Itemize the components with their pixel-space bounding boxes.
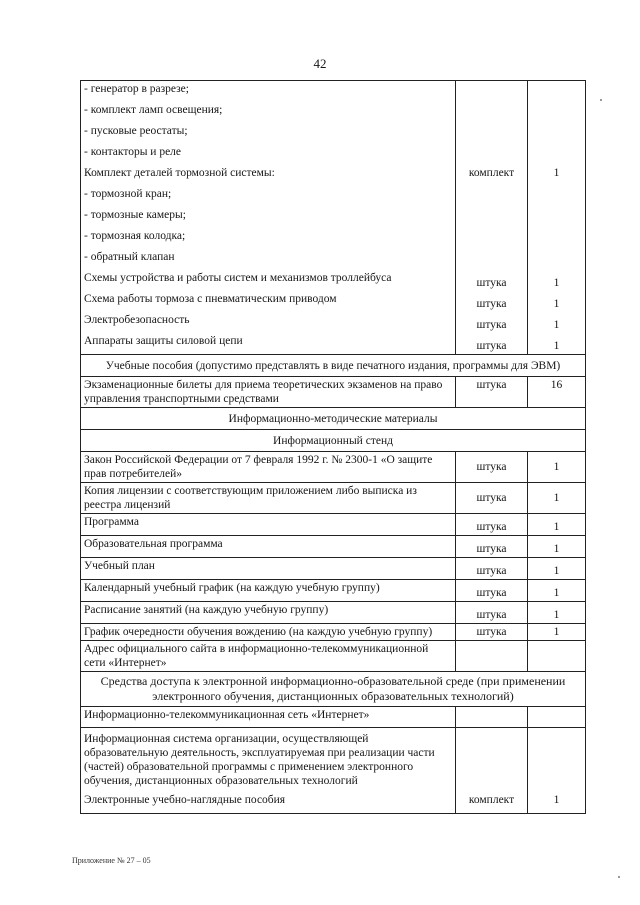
item-name: Электробезопасность <box>81 312 456 333</box>
item-name: Информационная система организации, осуществляющей образовательную деятельность, эксплуатируемая при реализации части (частей) образовательной программы с применением электронного обучения, дистанционных образовательных технологий <box>81 728 456 793</box>
item-unit: штука <box>456 624 528 641</box>
item-unit: штука <box>456 602 528 624</box>
table-row <box>81 602 586 624</box>
item-name: Информационно-телекоммуникационная сеть «Интернет» <box>81 707 456 728</box>
item-name: Копия лицензии с соответствующим приложением либо выписка из реестра лицензий <box>81 483 456 514</box>
item-name: Комплект деталей тормозной системы: <box>81 165 456 186</box>
item-name: Электронные учебно-наглядные пособия <box>81 792 456 814</box>
item-qty <box>528 728 586 793</box>
table-row <box>81 291 586 312</box>
table-row <box>81 333 586 355</box>
item-unit: штука <box>456 514 528 536</box>
item-qty: 1 <box>528 580 586 602</box>
item-name: - тормозной кран; <box>81 186 456 207</box>
item-unit: штука <box>456 580 528 602</box>
page-number: 42 <box>313 56 327 71</box>
item-name: - контакторы и реле <box>81 144 456 165</box>
item-unit: штука <box>456 312 528 333</box>
item-name: - обратный клапан <box>81 249 456 270</box>
item-qty: 16 <box>528 377 586 408</box>
section-info-materials: Информационно-методические материалы <box>81 408 586 430</box>
item-name: Экзаменационные билеты для приема теоретических экзаменов на право управления транспортными средствами <box>81 377 456 408</box>
item-name: Календарный учебный график (на каждую учебную группу) <box>81 580 456 602</box>
item-qty: 1 <box>528 291 586 312</box>
table-row <box>81 186 586 207</box>
section-info-stand: Информационный стенд <box>81 430 586 452</box>
item-name: - тормозная колодка; <box>81 228 456 249</box>
table-row <box>81 452 586 483</box>
table-row <box>81 580 586 602</box>
item-name: Схемы устройства и работы систем и механизмов троллейбуса <box>81 270 456 291</box>
item-name: Образовательная программа <box>81 536 456 558</box>
item-name: Расписание занятий (на каждую учебную группу) <box>81 602 456 624</box>
table-row <box>81 249 586 270</box>
item-name: - тормозные камеры; <box>81 207 456 228</box>
table-row <box>81 707 586 728</box>
item-name: Адрес официального сайта в информационно-телекоммуникационной сети «Интернет» <box>81 641 456 672</box>
item-name: Аппараты защиты силовой цепи <box>81 333 456 355</box>
table-row <box>81 228 586 249</box>
item-unit: штука <box>456 558 528 580</box>
item-name: Программа <box>81 514 456 536</box>
item-unit <box>456 707 528 728</box>
table-row <box>81 514 586 536</box>
item-unit: штука <box>456 536 528 558</box>
item-qty: 1 <box>528 558 586 580</box>
section-row <box>81 355 586 377</box>
item-qty: 1 <box>528 514 586 536</box>
section-row <box>81 430 586 452</box>
item-qty <box>528 641 586 672</box>
item-unit <box>456 728 528 793</box>
item-qty: 1 <box>528 602 586 624</box>
item-unit: комплект <box>456 165 528 186</box>
table-row <box>81 728 586 793</box>
item-qty: 1 <box>528 270 586 291</box>
item-unit: штука <box>456 377 528 408</box>
table-row <box>81 123 586 144</box>
table-row <box>81 207 586 228</box>
item-unit: штука <box>456 333 528 355</box>
item-unit <box>456 641 528 672</box>
scan-speck <box>618 876 620 878</box>
item-unit: штука <box>456 483 528 514</box>
item-name: - комплект ламп освещения; <box>81 102 456 123</box>
table-row <box>81 641 586 672</box>
table-row <box>81 792 586 814</box>
table-row <box>81 270 586 291</box>
table-row <box>81 483 586 514</box>
item-name: - генератор в разрезе; <box>81 81 456 103</box>
item-unit: штука <box>456 291 528 312</box>
table-row <box>81 81 586 103</box>
section-e-learning: Средства доступа к электронной информационно-образовательной среде (при применении электронного обучения, дистанционных образовательных технологий) <box>81 672 586 707</box>
item-qty: 1 <box>528 536 586 558</box>
item-name: - пусковые реостаты; <box>81 123 456 144</box>
table-row <box>81 144 586 165</box>
item-unit: комплект <box>456 792 528 814</box>
scan-speck <box>600 99 602 101</box>
item-qty: 1 <box>528 792 586 814</box>
table-row <box>81 377 586 408</box>
equipment-table <box>80 80 586 814</box>
table-row <box>81 102 586 123</box>
section-row <box>81 672 586 707</box>
item-qty: 1 <box>528 452 586 483</box>
item-qty: 1 <box>528 333 586 355</box>
item-name: Закон Российской Федерации от 7 февраля 1992 г. № 2300-1 «О защите прав потребителей» <box>81 452 456 483</box>
table-row <box>81 558 586 580</box>
section-row <box>81 408 586 430</box>
table-row <box>81 312 586 333</box>
section-teaching-aids: Учебные пособия (допустимо представлять в виде печатного издания, программы для ЭВМ) <box>81 355 586 377</box>
item-qty: 1 <box>528 624 586 641</box>
table-row <box>81 536 586 558</box>
item-unit: штука <box>456 452 528 483</box>
table-row <box>81 624 586 641</box>
item-qty <box>528 707 586 728</box>
table-row <box>81 165 586 186</box>
item-qty: 1 <box>528 312 586 333</box>
item-name: Схема работы тормоза с пневматическим приводом <box>81 291 456 312</box>
item-qty: 1 <box>528 483 586 514</box>
item-name: График очередности обучения вождению (на каждую учебную группу) <box>81 624 456 641</box>
item-unit: штука <box>456 270 528 291</box>
item-qty: 1 <box>528 165 586 186</box>
footer-note: Приложение № 27 – 05 <box>72 856 151 865</box>
item-name: Учебный план <box>81 558 456 580</box>
